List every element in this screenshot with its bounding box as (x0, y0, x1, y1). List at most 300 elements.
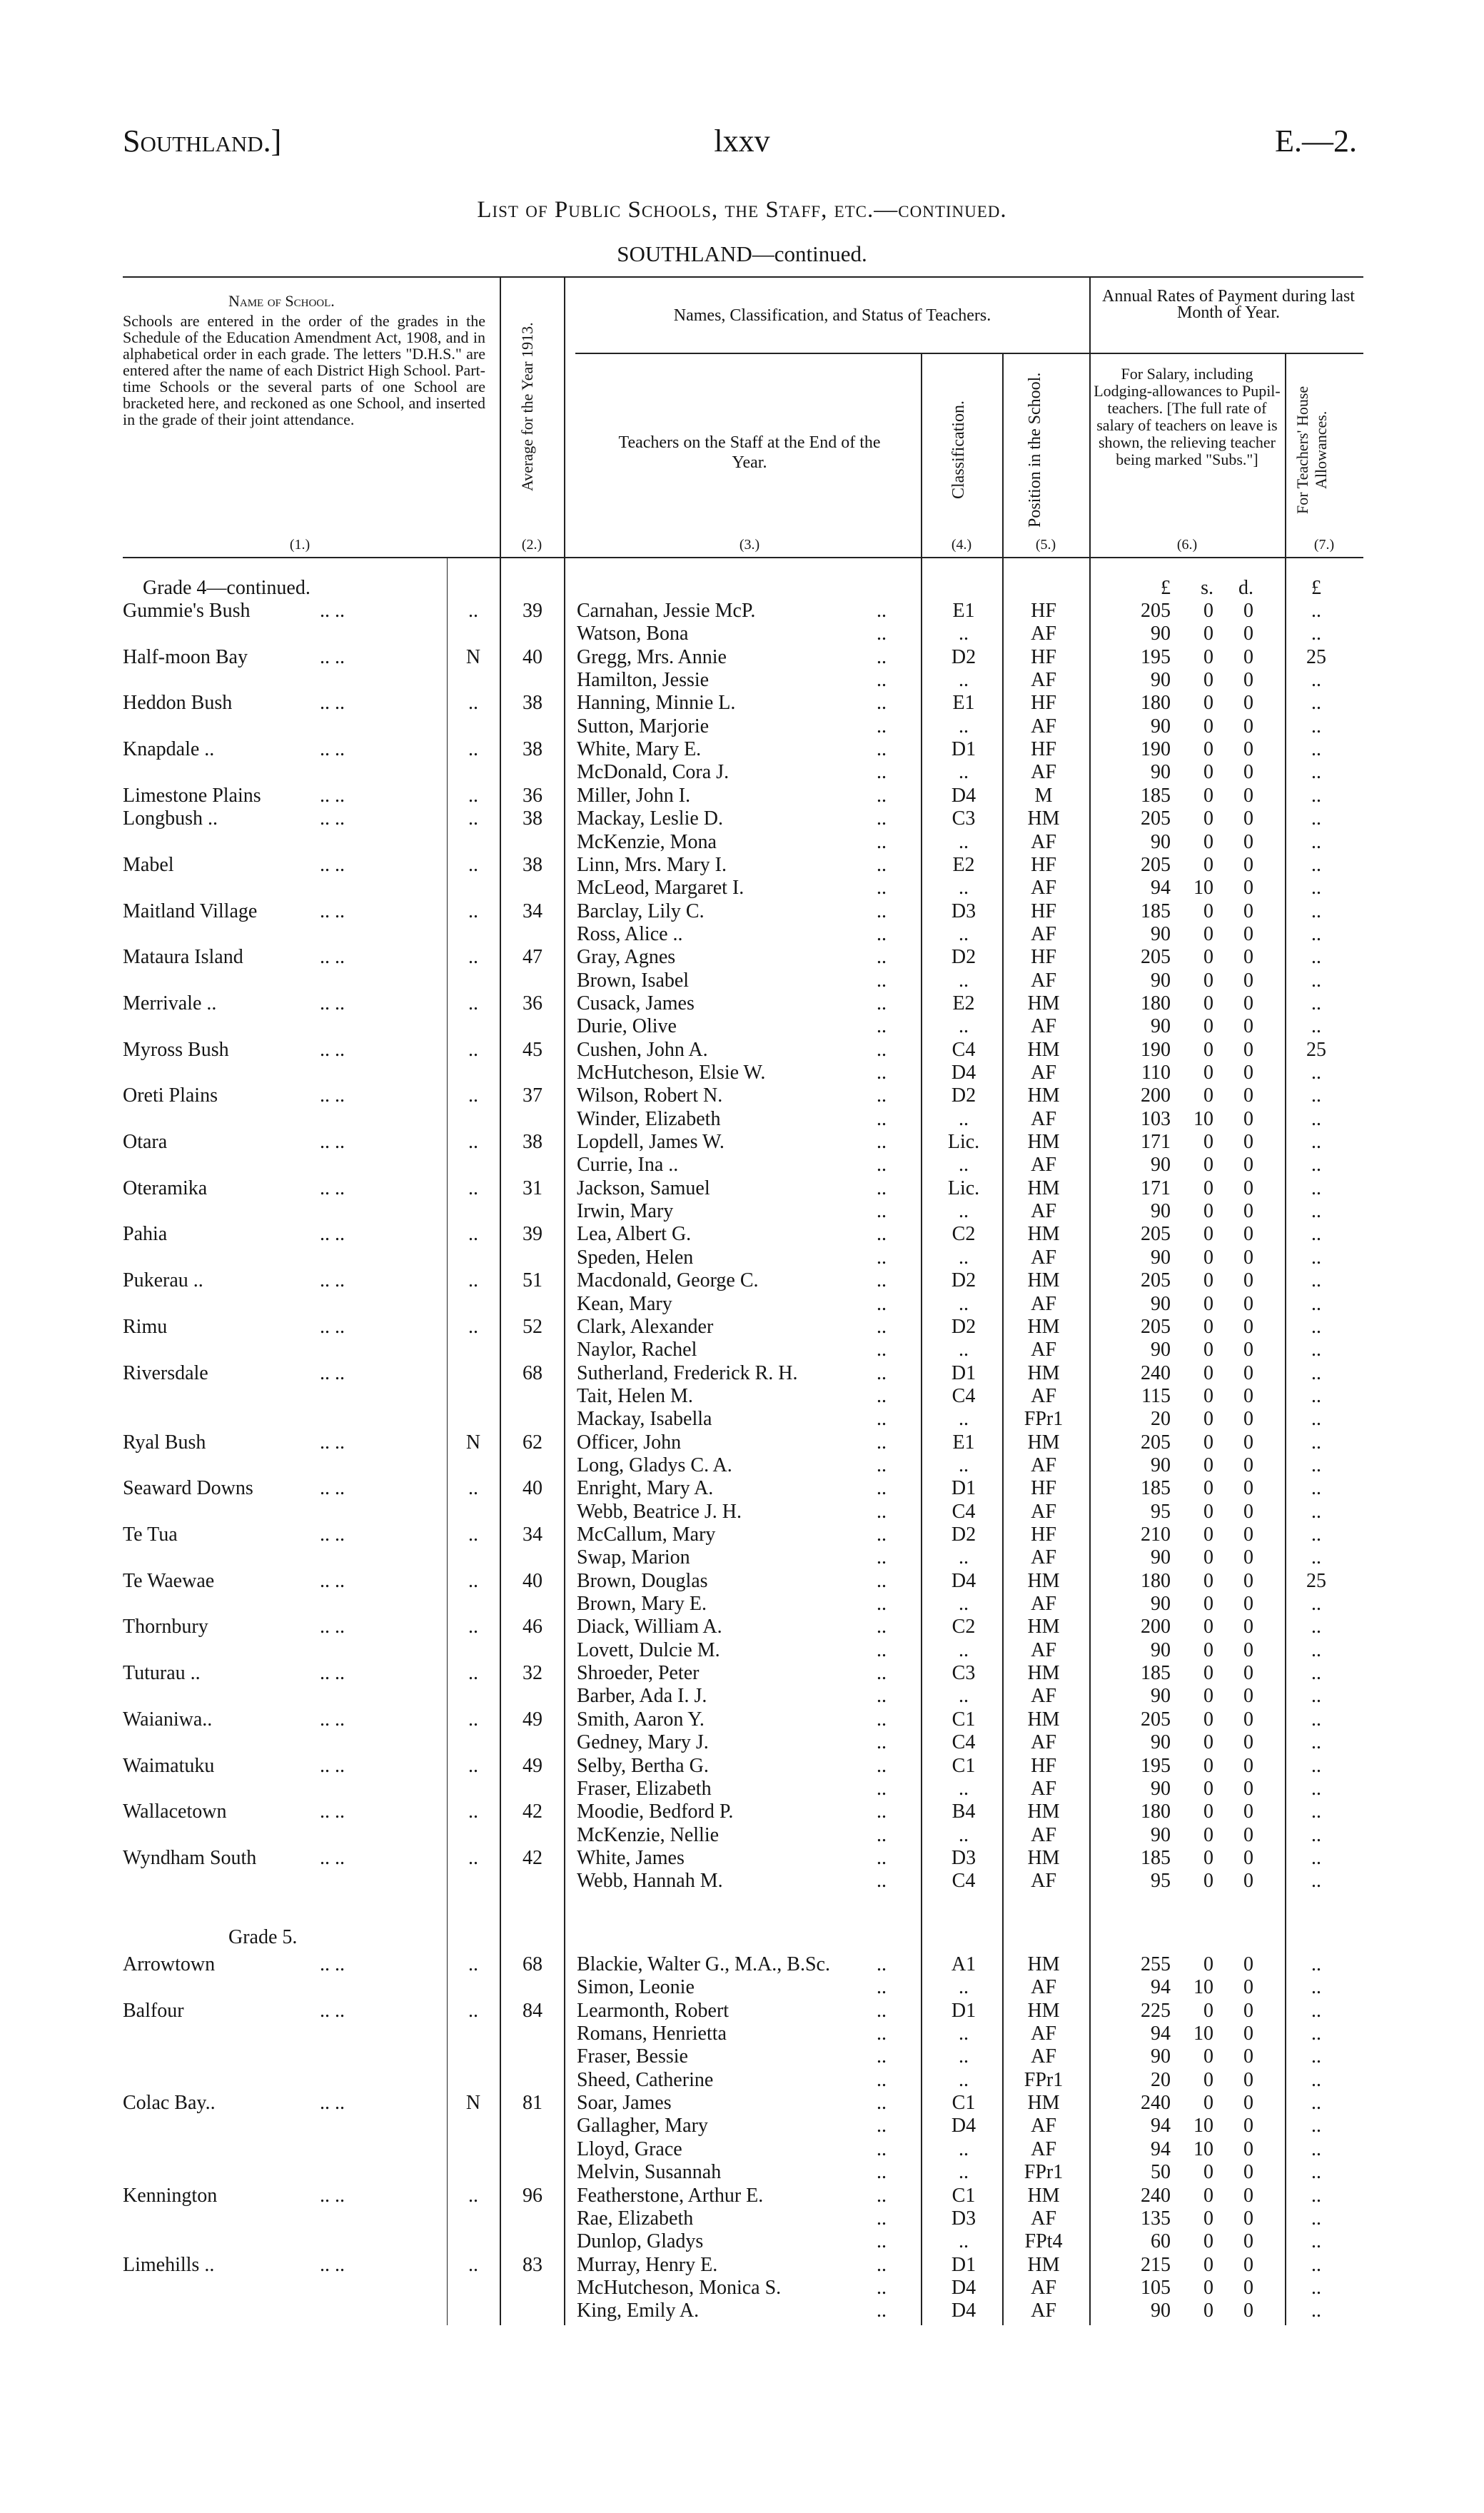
classification: D2 (951, 1269, 976, 1291)
house-allowance: .. (1311, 1778, 1321, 1800)
salary-pounds: 90 (1151, 1247, 1171, 1269)
salary-pounds: 240 (1141, 1362, 1171, 1384)
classification: D1 (951, 2254, 976, 2276)
average-attendance: 68 (523, 1953, 542, 1975)
table-row (0, 970, 1484, 993)
leader-dots: .. (877, 1062, 887, 1084)
position: AF (1031, 2023, 1056, 2045)
position: AF (1031, 1778, 1056, 1800)
table-row (0, 1154, 1484, 1177)
salary-pence: 0 (1243, 923, 1253, 945)
school-name: Balfour (123, 2000, 184, 2022)
salary-pence: 0 (1243, 2115, 1253, 2137)
salary-pence: 0 (1243, 1662, 1253, 1684)
table-row (0, 923, 1484, 947)
salary-shillings: 0 (1203, 1546, 1213, 1568)
native-flag: .. (468, 1755, 478, 1777)
table-row (0, 2277, 1484, 2300)
classification: C3 (952, 807, 976, 830)
native-flag: .. (468, 1708, 478, 1731)
position: HM (1027, 1953, 1060, 1975)
salary-pence: 0 (1243, 1870, 1253, 1892)
leader-dots: .. (877, 1639, 887, 1661)
salary-pence: 0 (1243, 946, 1253, 968)
house-allowance: .. (1311, 2207, 1321, 2230)
salary-shillings: 0 (1203, 1778, 1213, 1800)
name-column-note: Schools are entered in the order of the grades in the Schedule of the Education Amendment Act, 1908, and in alphabetical order in each grade. The letters "D.H.S." are entered after the name of each District High School. Part-time Schools or the several parts of one School are bracketed here, and reckoned as one School, and inserted in the grade of their joint attendance. (123, 312, 485, 428)
table-row (0, 2230, 1484, 2254)
salary-pence: 0 (1243, 2069, 1253, 2091)
school-name: Limestone Plains (123, 785, 261, 807)
leader-dots: .. (877, 1524, 887, 1546)
salary-shillings: 0 (1203, 1847, 1213, 1869)
leader-dots: .. (877, 2277, 887, 2299)
leader-dots: .. (877, 2300, 887, 2322)
salary-shillings: 0 (1203, 1801, 1213, 1823)
salary-pounds: 205 (1141, 854, 1171, 876)
leader-dots: .. (877, 646, 887, 668)
table-row (0, 1976, 1484, 2000)
salary-pence: 0 (1243, 1015, 1253, 1037)
teacher-name: Lopdell, James W. (577, 1131, 725, 1153)
col-num-1: (1.) (289, 537, 311, 553)
salary-pounds: 240 (1141, 2185, 1171, 2207)
classification: .. (959, 1200, 969, 1222)
leader-dots: .. (877, 1454, 887, 1476)
salary-shillings: 0 (1203, 1431, 1213, 1454)
position: HF (1031, 692, 1056, 714)
leader-dots: .. (877, 1953, 887, 1975)
salary-shillings: 0 (1203, 692, 1213, 714)
salary-shillings: 0 (1203, 900, 1213, 922)
salary-pounds: 90 (1151, 1339, 1171, 1361)
teacher-name: Jackson, Samuel (577, 1177, 710, 1199)
salary-shillings: 0 (1203, 600, 1213, 622)
salary-pence: 0 (1243, 831, 1253, 853)
table-row (0, 785, 1484, 808)
house-allowance: .. (1311, 1131, 1321, 1153)
leader-dots: .. (877, 2023, 887, 2045)
salary-shillings: 0 (1203, 1524, 1213, 1546)
salary-pence: 0 (1243, 1731, 1253, 1753)
house-allowance: .. (1311, 2000, 1321, 2022)
salary-shillings: 10 (1193, 1976, 1213, 1998)
table-row (0, 1247, 1484, 1270)
position: AF (1031, 1639, 1056, 1661)
salary-pence: 0 (1243, 761, 1253, 783)
teacher-name: Carnahan, Jessie McP. (577, 600, 756, 622)
position: HM (1027, 2185, 1060, 2207)
native-flag: N (465, 646, 481, 668)
teacher-name: Moodie, Bedford P. (577, 1801, 734, 1823)
table-row (0, 1269, 1484, 1293)
house-allowance: .. (1311, 1408, 1321, 1430)
house-allowance: .. (1311, 2230, 1321, 2252)
leader-dots: .. (877, 831, 887, 853)
house-allowance: .. (1311, 2300, 1321, 2322)
position-column-title: Position in the School. (1026, 372, 1044, 528)
classification: .. (959, 1339, 969, 1361)
table-row (0, 1177, 1484, 1201)
position: AF (1031, 669, 1056, 691)
salary-pence: 0 (1243, 738, 1253, 760)
teacher-name: Smith, Aaron Y. (577, 1708, 705, 1731)
leader-dots: .. (877, 2069, 887, 2091)
native-flag: N (465, 1431, 481, 1454)
teacher-name: Murray, Henry E. (577, 2254, 718, 2276)
table-row (0, 1593, 1484, 1616)
native-flag: .. (468, 900, 478, 922)
table-row (0, 1778, 1484, 1801)
salary-pounds: 240 (1141, 2092, 1171, 2114)
school-name: Wallacetown (123, 1801, 227, 1823)
position: HM (1027, 1316, 1060, 1338)
teacher-name: Speden, Helen (577, 1247, 694, 1269)
salary-pence: 0 (1243, 646, 1253, 668)
leader-dots: .. (877, 1616, 887, 1638)
salary-shillings: 0 (1203, 946, 1213, 968)
salary-pence: 0 (1243, 1524, 1253, 1546)
salary-pounds: 90 (1151, 623, 1171, 645)
col-num-7: (7.) (1313, 537, 1335, 553)
salary-pence: 0 (1243, 1316, 1253, 1338)
salary-pence: 0 (1243, 715, 1253, 737)
teacher-name: Learmonth, Robert (577, 2000, 730, 2022)
school-name: Te Waewae (123, 1570, 215, 1592)
salary-column-title: For Salary, including Lodging-allowances to Pupil-teachers. [The full rate of salary of teachers on leave is shown, the relieving teacher being marked "Subs."] (1094, 365, 1281, 468)
classification: B4 (952, 1801, 976, 1823)
leader-dots: .. (877, 1708, 887, 1731)
position: AF (1031, 761, 1056, 783)
leader-dots: .. .. (320, 1431, 345, 1454)
table-row (0, 1639, 1484, 1663)
salary-pounds: 94 (1151, 2138, 1171, 2160)
classification: D1 (951, 738, 976, 760)
table-row (0, 831, 1484, 855)
leader-dots: .. (877, 1339, 887, 1361)
position: HF (1031, 600, 1056, 622)
leader-dots: .. (877, 2161, 887, 2183)
classification-column-title: Classification. (949, 401, 968, 499)
leader-dots: .. .. (320, 600, 345, 622)
table-row (0, 669, 1484, 693)
classification: .. (959, 761, 969, 783)
teacher-name: Fraser, Bessie (577, 2045, 688, 2068)
salary-pounds: 90 (1151, 761, 1171, 783)
classification: D1 (951, 2000, 976, 2022)
salary-shillings: 0 (1203, 738, 1213, 760)
salary-pence: 0 (1243, 1108, 1253, 1130)
school-name: Wyndham South (123, 1847, 257, 1869)
leader-dots: .. (877, 1293, 887, 1315)
salary-pence: 0 (1243, 2045, 1253, 2068)
teacher-name: Dunlop, Gladys (577, 2230, 704, 2252)
table-row (0, 1200, 1484, 1224)
salary-pence: 0 (1243, 600, 1253, 622)
house-allowance: .. (1311, 1362, 1321, 1384)
average-attendance: 42 (523, 1801, 542, 1823)
leader-dots: .. (877, 600, 887, 622)
salary-pence: 0 (1243, 785, 1253, 807)
position: FPr1 (1024, 2161, 1064, 2183)
native-flag: .. (468, 2000, 478, 2022)
table-row (0, 900, 1484, 924)
leader-dots: .. (877, 2115, 887, 2137)
teacher-name: Long, Gladys C. A. (577, 1454, 732, 1476)
leader-dots: .. (877, 1247, 887, 1269)
average-attendance: 40 (523, 646, 542, 668)
house-allowance: .. (1311, 2138, 1321, 2160)
school-name: Longbush .. (123, 807, 218, 830)
header-district: Southland.] (123, 124, 282, 158)
salary-pounds: 20 (1151, 1408, 1171, 1430)
school-name: Merrivale .. (123, 992, 217, 1014)
position: HF (1031, 1477, 1056, 1499)
leader-dots: .. .. (320, 1131, 345, 1153)
page-title: List of Public Schools, the Staff, etc.—continued. (477, 197, 1007, 223)
salary-shillings: 0 (1203, 1870, 1213, 1892)
native-flag: .. (468, 1953, 478, 1975)
salary-shillings: 0 (1203, 2277, 1213, 2299)
salary-pounds: 185 (1141, 1477, 1171, 1499)
table-row (0, 623, 1484, 646)
house-allowance: .. (1311, 831, 1321, 853)
native-flag: .. (468, 1524, 478, 1546)
classification: .. (959, 877, 969, 899)
classification: C4 (952, 1039, 976, 1061)
leader-dots: .. (877, 1976, 887, 1998)
school-name: Riversdale (123, 1362, 208, 1384)
leader-dots: .. (877, 807, 887, 830)
position: AF (1031, 877, 1056, 899)
teacher-name: Rae, Elizabeth (577, 2207, 694, 2230)
classification: .. (959, 669, 969, 691)
salary-pence: 0 (1243, 877, 1253, 899)
salary-shillings: 0 (1203, 1593, 1213, 1615)
salary-pounds: 90 (1151, 2045, 1171, 2068)
school-name: Half-moon Bay (123, 646, 248, 668)
school-name: Tuturau .. (123, 1662, 201, 1684)
leader-dots: .. (877, 923, 887, 945)
teacher-name: Melvin, Susannah (577, 2161, 722, 2183)
leader-dots: .. .. (320, 2092, 345, 2114)
leader-dots: .. .. (320, 738, 345, 760)
teacher-name: Mackay, Leslie D. (577, 807, 723, 830)
position: AF (1031, 623, 1056, 645)
house-allowance: .. (1311, 1431, 1321, 1454)
leader-dots: .. (877, 1385, 887, 1407)
school-name: Kennington (123, 2185, 218, 2207)
native-flag: .. (468, 1084, 478, 1107)
teacher-name: Gray, Agnes (577, 946, 676, 968)
native-flag: .. (468, 1269, 478, 1291)
position: AF (1031, 1824, 1056, 1846)
school-name: Pahia (123, 1223, 168, 1245)
house-allowance: .. (1311, 1685, 1321, 1707)
salary-pence: 0 (1243, 1131, 1253, 1153)
classification: .. (959, 2230, 969, 2252)
classification: C2 (952, 1223, 976, 1245)
salary-pounds: 94 (1151, 2023, 1171, 2045)
leader-dots: .. (877, 1362, 887, 1384)
leader-dots: .. (877, 2045, 887, 2068)
salary-pence: 0 (1243, 1976, 1253, 1998)
position: HM (1027, 1084, 1060, 1107)
house-allowance: .. (1311, 877, 1321, 899)
school-name: Myross Bush (123, 1039, 229, 1061)
classification: E2 (952, 854, 975, 876)
house-allowance: .. (1311, 2254, 1321, 2276)
teachers-group-title: Names, Classification, and Status of Teachers. (673, 306, 991, 325)
leader-dots: .. (877, 2000, 887, 2022)
salary-pence: 0 (1243, 1477, 1253, 1499)
salary-pounds: 205 (1141, 946, 1171, 968)
teacher-name: Webb, Hannah M. (577, 1870, 723, 1892)
teacher-name: Lovett, Dulcie M. (577, 1639, 720, 1661)
leader-dots: .. (877, 1477, 887, 1499)
classification: D4 (951, 2115, 976, 2137)
leader-dots: .. .. (320, 1662, 345, 1684)
salary-pence: 0 (1243, 1639, 1253, 1661)
house-allowance: .. (1311, 1477, 1321, 1499)
salary-pence: 0 (1243, 1953, 1253, 1975)
average-attendance: 31 (523, 1177, 542, 1199)
classification: .. (959, 1247, 969, 1269)
salary-pounds: 90 (1151, 831, 1171, 853)
classification: D2 (951, 1316, 976, 1338)
leader-dots: .. (877, 785, 887, 807)
salary-pounds: 205 (1141, 807, 1171, 830)
leader-dots: .. .. (320, 992, 345, 1014)
salary-pence: 0 (1243, 623, 1253, 645)
house-allowance: .. (1311, 1177, 1321, 1199)
house-allowance: .. (1311, 2161, 1321, 2183)
house-allowance: .. (1311, 1639, 1321, 1661)
position: HM (1027, 1616, 1060, 1638)
teacher-name: Romans, Henrietta (577, 2023, 727, 2045)
salary-pounds: 171 (1141, 1131, 1171, 1153)
teacher-name: Durie, Olive (577, 1015, 677, 1037)
teacher-name: Kean, Mary (577, 1293, 672, 1315)
page-subtitle: SOUTHLAND—continued. (617, 241, 867, 266)
table-row (0, 2207, 1484, 2231)
leader-dots: .. (877, 946, 887, 968)
salary-pence: 0 (1243, 2230, 1253, 2252)
salary-shillings: 0 (1203, 2230, 1213, 2252)
table-row (0, 1524, 1484, 1547)
grade4-heading-text: Grade 4—continued. (143, 577, 311, 599)
average-attendance: 62 (523, 1431, 542, 1454)
average-attendance: 36 (523, 992, 542, 1014)
position: FPt4 (1024, 2230, 1063, 2252)
classification: .. (959, 1685, 969, 1707)
salary-shillings: 10 (1193, 2115, 1213, 2137)
classification: .. (959, 831, 969, 853)
salary-pence: 0 (1243, 2138, 1253, 2160)
leader-dots: .. (877, 1755, 887, 1777)
teacher-name: Swap, Marion (577, 1546, 690, 1568)
classification: .. (959, 1639, 969, 1661)
leader-dots: .. .. (320, 646, 345, 668)
salary-pounds: 95 (1151, 1501, 1171, 1523)
average-attendance: 83 (523, 2254, 542, 2276)
house-allowance: .. (1311, 1247, 1321, 1269)
salary-pence: 0 (1243, 669, 1253, 691)
leader-dots: .. (877, 877, 887, 899)
position: HM (1027, 1662, 1060, 1684)
table-row (0, 1039, 1484, 1062)
teacher-name: Currie, Ina .. (577, 1154, 679, 1176)
classification: D4 (951, 785, 976, 807)
salary-pounds: 185 (1141, 785, 1171, 807)
house-allowance: .. (1311, 761, 1321, 783)
header-report-code: E.—2. (1275, 124, 1357, 158)
position: HM (1027, 1269, 1060, 1291)
salary-shillings: 0 (1203, 2254, 1213, 2276)
col-num-2: (2.) (521, 537, 542, 553)
leader-dots: .. (877, 692, 887, 714)
unit-pence: d. (1238, 577, 1253, 599)
leader-dots: .. (877, 1316, 887, 1338)
teacher-name: Tait, Helen M. (577, 1385, 693, 1407)
house-allowance: .. (1311, 600, 1321, 622)
salary-pence: 0 (1243, 1177, 1253, 1199)
teacher-name: Ross, Alice .. (577, 923, 683, 945)
salary-pounds: 200 (1141, 1084, 1171, 1107)
table-row (0, 1870, 1484, 1893)
salary-shillings: 0 (1203, 1154, 1213, 1176)
salary-pence: 0 (1243, 1431, 1253, 1454)
average-attendance: 39 (523, 600, 542, 622)
leader-dots: .. .. (320, 807, 345, 830)
position: HF (1031, 738, 1056, 760)
salary-pence: 0 (1243, 1454, 1253, 1476)
salary-shillings: 0 (1203, 669, 1213, 691)
leader-dots: .. (877, 992, 887, 1014)
position: HM (1027, 1223, 1060, 1245)
school-name: Thornbury (123, 1616, 208, 1638)
leader-dots: .. (877, 1154, 887, 1176)
salary-shillings: 0 (1203, 1316, 1213, 1338)
position: AF (1031, 2138, 1056, 2160)
salary-shillings: 0 (1203, 1662, 1213, 1684)
leader-dots: .. .. (320, 2000, 345, 2022)
salary-shillings: 10 (1193, 2023, 1213, 2045)
house-allowance: .. (1311, 1108, 1321, 1130)
teacher-name: Naylor, Rachel (577, 1339, 697, 1361)
classification: .. (959, 1108, 969, 1130)
salary-shillings: 0 (1203, 1639, 1213, 1661)
house-allowance: .. (1311, 1062, 1321, 1084)
classification: Lic. (947, 1131, 980, 1153)
house-allowance: .. (1311, 738, 1321, 760)
classification: .. (959, 623, 969, 645)
native-flag: .. (468, 2254, 478, 2276)
salary-pounds: 135 (1141, 2207, 1171, 2230)
native-flag: .. (468, 600, 478, 622)
house-allowance: .. (1311, 1293, 1321, 1315)
position: AF (1031, 1247, 1056, 1269)
leader-dots: .. (877, 669, 887, 691)
col-num-5: (5.) (1035, 537, 1056, 553)
table-row (0, 1362, 1484, 1386)
salary-shillings: 0 (1203, 1247, 1213, 1269)
col-num-6: (6.) (1176, 537, 1198, 553)
native-flag: .. (468, 1801, 478, 1823)
position: HM (1027, 1708, 1060, 1731)
teacher-name: Macdonald, George C. (577, 1269, 759, 1291)
position: AF (1031, 1062, 1056, 1084)
